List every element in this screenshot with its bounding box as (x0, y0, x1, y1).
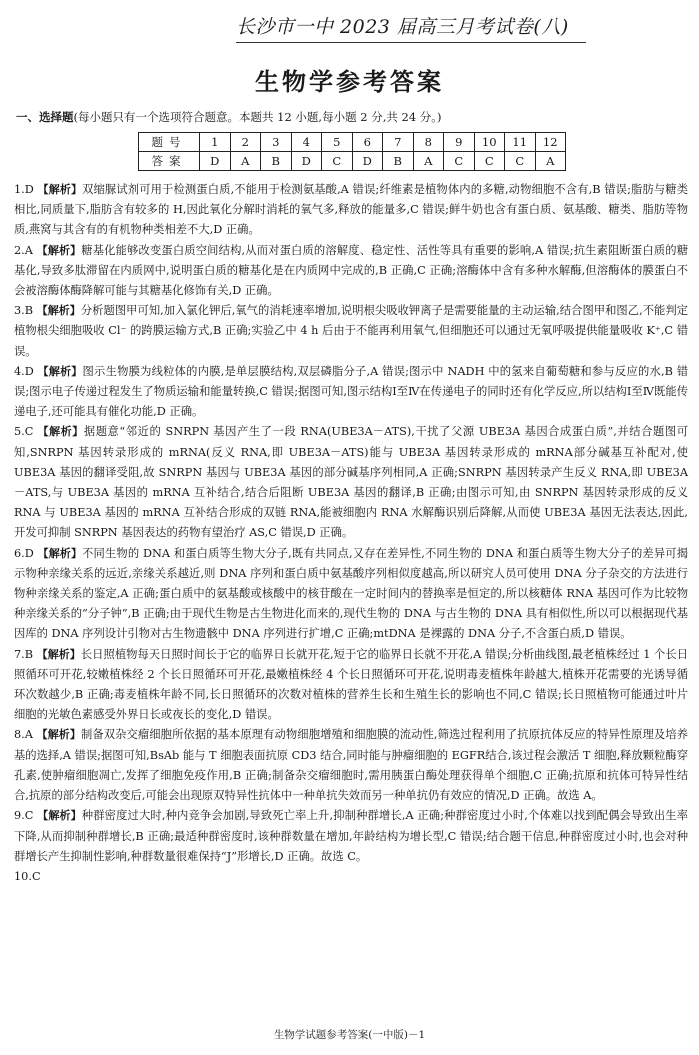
analysis-tag: 【解析】 (36, 647, 81, 661)
item-text: 制备双杂交瘤细胞所依据的基本原理有动物细胞增殖和细胞膜的流动性,筛选过程利用了抗原抗体反应的特异性原理及培养基的选择,A 错误;据图可知,BsAb 能与 T 细胞表面抗原 CD3 结合,同时能与肿瘤细胞的 EGFR结合,该过程会激活 T 细胞,释放颗粒酶穿孔素,使肿瘤细胞凋亡,发挥了细胞免疫作用,B 正确;制备杂交瘤细胞时,需用胰蛋白酶处理获得单个细胞,C 正确;抗原和抗体可特异性结合,抗原的部分结构改变后,可能会出现原双特异性抗体中一种单抗失效而另一种单抗仍有效应的情况,D 正确。故选 A。 (14, 728, 688, 803)
question-number-cell: 7 (383, 133, 414, 152)
answer-table-number-row (139, 133, 566, 152)
row-label-question-number: 题号 (139, 133, 200, 152)
answer-cell: A (413, 152, 444, 171)
section-note: (每小题只有一个选项符合题意。本题共 12 小题,每小题 2 分,共 24 分。) (73, 110, 442, 124)
explanation-item (14, 725, 688, 806)
explanation-item (14, 180, 688, 241)
answer-cell: C (505, 152, 536, 171)
answer-cell: C (444, 152, 475, 171)
row-label-answer: 答案 (139, 152, 200, 171)
answer-cell: B (261, 152, 292, 171)
explanation-item (14, 806, 688, 867)
answer-cell: C (322, 152, 353, 171)
question-number-cell: 12 (535, 133, 566, 152)
item-text: 分析题图甲可知,加入氯化钾后,氧气的消耗速率增加,说明根尖吸收钾离子是需要能量的主动运输,结合图甲和图乙,不能判定植物根尖细胞吸收 Cl⁻ 的跨膜运输方式,B 正确;实验乙中 4 h 后由于不能再利用氧气,但细胞还可以通过无氧呼吸提供能量吸收 K⁺,C 错误。 (14, 304, 688, 358)
answer-table-answer-row (139, 152, 566, 171)
question-number-cell: 8 (413, 133, 444, 152)
explanation-item (14, 422, 688, 543)
item-number: 10.C (14, 869, 41, 883)
question-number-cell: 4 (291, 133, 322, 152)
answer-cell: B (383, 152, 414, 171)
item-number: 2.A (14, 243, 33, 257)
section-label: 一、选择题 (16, 110, 74, 124)
exam-header-title: 长沙市一中 2023 届高三月考试卷(八) (236, 16, 569, 38)
page-footer: 生物学试题参考答案(一中版)－1 (273, 1029, 426, 1041)
explanation-item (14, 645, 688, 726)
analysis-tag: 【解析】 (37, 364, 83, 378)
header-rule (236, 42, 586, 43)
analysis-tag: 【解析】 (37, 425, 84, 439)
question-number-cell: 6 (352, 133, 383, 152)
question-number-cell: 9 (444, 133, 475, 152)
answer-cell: D (200, 152, 231, 171)
question-number-cell: 10 (474, 133, 505, 152)
item-number: 9.C (14, 809, 34, 823)
item-number: 6.D (14, 546, 34, 560)
explanations (14, 180, 688, 887)
analysis-tag: 【解析】 (37, 546, 83, 560)
answer-cell: D (352, 152, 383, 171)
question-number-cell: 5 (322, 133, 353, 152)
answer-cell: C (474, 152, 505, 171)
analysis-tag: 【解析】 (36, 243, 82, 257)
question-number-cell: 11 (505, 133, 536, 152)
item-text: 糖基化能够改变蛋白质空间结构,从而对蛋白质的溶解度、稳定性、活性等具有重要的影响,A 错误;抗生素阻断蛋白质的糖基化,导致多肽滞留在内质网中,说明蛋白质的糖基化是在内质网中完成的,B 正确,C 正确;溶酶体中含有多种水解酶,但溶酶体的膜蛋白不会被溶酶体酶降解可能与其糖基化修饰有关,D 正确。 (14, 243, 689, 298)
answer-cell: A (535, 152, 566, 171)
explanation-item (14, 241, 688, 302)
item-number: 1.D (14, 183, 34, 196)
item-number: 4.D (14, 364, 34, 378)
document-title: 生物学参考答案 (255, 68, 444, 96)
item-number: 8.A (14, 728, 33, 742)
item-number: 7.B (14, 647, 34, 661)
answer-cell: D (291, 152, 322, 171)
analysis-tag: 【解析】 (36, 304, 81, 318)
section-heading (16, 109, 686, 125)
answer-key-table (138, 132, 566, 171)
question-number-cell: 2 (230, 133, 261, 152)
item-text: 长日照植物每天日照时间长于它的临界日长就开花,短于它的临界日长就不开花,A 错误;分析曲线图,最老植株经过 1 个长日照循环可开花,较嫩植株经 2 个长日照循环可开花,最嫩植株经 4 个长日照循环可开花,说明毒麦植株年龄越大,植株开花需要的光诱导循环次数越少,B 正确;毒麦植株年龄不同,长日照循环的次数对植株的营养生长和生殖生长的影响也不同,C 错误;长日照植物可能通过叶片细胞的光敏色素感受外界日长或夜长的变化,D 错误。 (14, 647, 689, 722)
analysis-tag: 【解析】 (37, 809, 82, 823)
item-number: 3.B (14, 304, 34, 318)
item-text: 据题意“邻近的 SNRPN 基因产生了一段 RNA(UBE3A－ATS),干扰了父源 UBE3A 基因合成蛋白质”,并结合题图可知,SNRPN 基因转录形成的 mRNA(反义 RNA,即 UBE3A－ATS)能与 UBE3A 基因转录形成的 mRNA部分碱基互补配对,使 UBE3A 基因的翻译受阻,故 SNRPN 基因与 UBE3A 基因的部分碱基序列相同,A 正确;SNRPN 基因转录产生反义 RNA,即 UBE3A－ATS,与 UBE3A 基因的 mRNA 互补结合,结合后阻断 UBE3A 基因的翻译,B 正确;由图示可知,由 SNRPN 基因转录形成的反义 RNA 与 UBE3A 基因的 mRNA 互补结合形成的双链 RNA,能被细胞内 RNA 水解酶识别后降解,从而使 UBE3A 基因无法表达,因此,开发可抑制 SNRPN 基因表达的药物有望治疗 AS,C 错误,D 正确。 (14, 425, 688, 540)
explanation-item (14, 362, 688, 423)
explanation-item (14, 301, 688, 362)
explanation-item (14, 867, 688, 887)
explanation-item (14, 544, 688, 645)
item-number: 5.C (14, 425, 34, 439)
analysis-tag: 【解析】 (36, 728, 81, 742)
question-number-cell: 3 (261, 133, 292, 152)
item-text: 不同生物的 DNA 和蛋白质等生物大分子,既有共同点,又存在差异性,不同生物的 DNA 和蛋白质等生物大分子的差异可揭示物种亲缘关系的远近,亲缘关系越近,则 DNA 序列和蛋白质中氨基酸序列相似度越高,所以研究人员可使用 DNA 分子杂交的方法进行物种亲缘关系的鉴定,A 正确;蛋白质中的氨基酸或核酸中的核苷酸在一定时间内的替换率是恒定的,所以核糖体 RNA 基因可作为比较物种亲缘关系的“分子钟”,B 正确;由于现代生物是古生物进化而来的,现代生物的 DNA 与古生物的 DNA 具有相似性,所以可以根据现代基因库的 DNA 序列设计引物对古生物遗骸中 DNA 序列进行扩增,C 正确;mtDNA 是裸露的 DNA 分子,不含蛋白质,D 错误。 (14, 546, 689, 641)
answer-cell: A (230, 152, 261, 171)
item-text: 种群密度过大时,种内竞争会加剧,导致死亡率上升,抑制种群增长,A 正确;种群密度过小时,个体难以找到配偶会导致出生率下降,从而抑制种群增长,B 正确;最适种群密度时,该种群数量在增加,年龄结构为增长型,C 错误;结合题干信息,种群密度过小时,也会对种群增长产生抑制性影响,种群数量很难保持“J”形增长,D 正确。故选 C。 (14, 809, 689, 863)
item-text: 双缩脲试剂可用于检测蛋白质,不能用于检测氨基酸,A 错误;纤维素是植物体内的多糖,动物细胞不含有,B 错误;脂肪与糖类相比,同质量下,脂肪含有较多的 H,因此氧化分解时消耗的氧气多,释放的能量多,C 错误;鲜牛奶也含有蛋白质、氨基酸、糖类、脂肪等物质,燕窝与其含有的有机物种类相差不大,D 正确。 (14, 183, 689, 237)
analysis-tag: 【解析】 (37, 183, 83, 196)
question-number-cell: 1 (200, 133, 231, 152)
item-text: 图示生物膜为线粒体的内膜,是单层膜结构,双层磷脂分子,A 错误;图示中 NADH 中的氢来自葡萄糖和参与反应的水,B 错误;图示电子传递过程发生了物质运输和能量转换,C 错误;据图可知,图示结构Ⅰ至Ⅳ在传递电子的同时还有化学反应,所以结构Ⅰ至Ⅳ既能传递电子,还可能具有催化功能,D 正确。 (14, 364, 688, 419)
